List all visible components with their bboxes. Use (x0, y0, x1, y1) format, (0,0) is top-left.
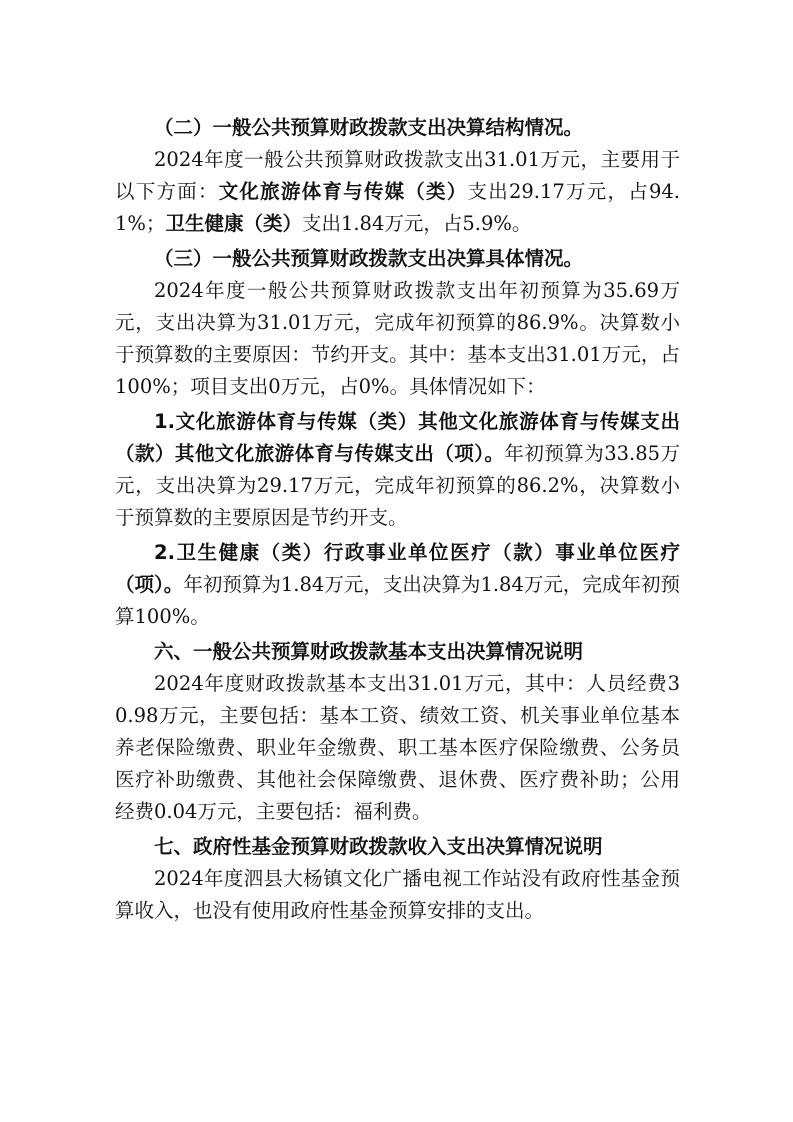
details-item-1-text: 年初预算为33.85万元，支出决算为29.17万元，完成年初预算的86.2%，决算数小于预算数的主要原因是节约开支。 (115, 442, 680, 529)
document-page (115, 112, 680, 927)
details-item-1-title: 1.文化旅游体育与传媒（类）其他文化旅游体育与传媒支出（款）其他文化旅游体育与传媒支出（项）。 (115, 410, 680, 465)
basic-expenditure-paragraph: 2024年度财政拨款基本支出31.01万元，其中：人员经费30.98万元，主要包括：基本工资、绩效工资、机关事业单位基本养老保险缴费、职业年金缴费、职工基本医疗保险缴费、公务员医疗补助缴费、其他社会保障缴费、退休费、医疗费补助；公用经费0.04万元，主要包括：福利费。 (115, 672, 680, 823)
details-paragraph: 2024年度一般公共预算财政拨款支出年初预算为35.69万元，支出决算为31.01万元，完成年初预算的86.9%。决算数小于预算数的主要原因：节约开支。其中：基本支出31.01万元，占100%；项目支出0万元，占0%。具体情况如下： (115, 279, 680, 398)
structure-text-e: 支出1.84万元，占5.9%。 (301, 212, 532, 235)
details-item-2-title: 2.卫生健康（类）行政事业单位医疗（款）事业单位医疗（项）。 (115, 541, 680, 596)
details-item-1 (115, 406, 680, 534)
structure-category-health: 卫生健康（类） (165, 212, 302, 235)
section-heading-structure: （二）一般公共预算财政拨款支出决算结构情况。 (154, 116, 584, 139)
government-fund-paragraph: 2024年度泗县大杨镇文化广播电视工作站没有政府性基金预算收入，也没有使用政府性基金预算安排的支出。 (115, 867, 680, 922)
section-heading-details: （三）一般公共预算财政拨款支出决算具体情况。 (154, 247, 584, 270)
section-heading-government-fund: 七、政府性基金预算财政拨款收入支出决算情况说明 (154, 835, 603, 858)
section-heading-basic-expenditure: 六、一般公共预算财政拨款基本支出决算情况说明 (154, 640, 584, 663)
structure-text-c: 支出29.17万元，占94.1%； (115, 180, 680, 235)
structure-text-a: 2024年度一般公共预算财政拨款支出31.01万元，主要用于以下方面： (115, 148, 680, 203)
details-item-2-text: 年初预算为1.84万元，支出决算为1.84万元，完成年初预算100%。 (115, 573, 680, 628)
details-item-2 (115, 537, 680, 633)
structure-category-culture: 文化旅游体育与传媒（类） (218, 180, 468, 203)
structure-paragraph (115, 144, 680, 240)
